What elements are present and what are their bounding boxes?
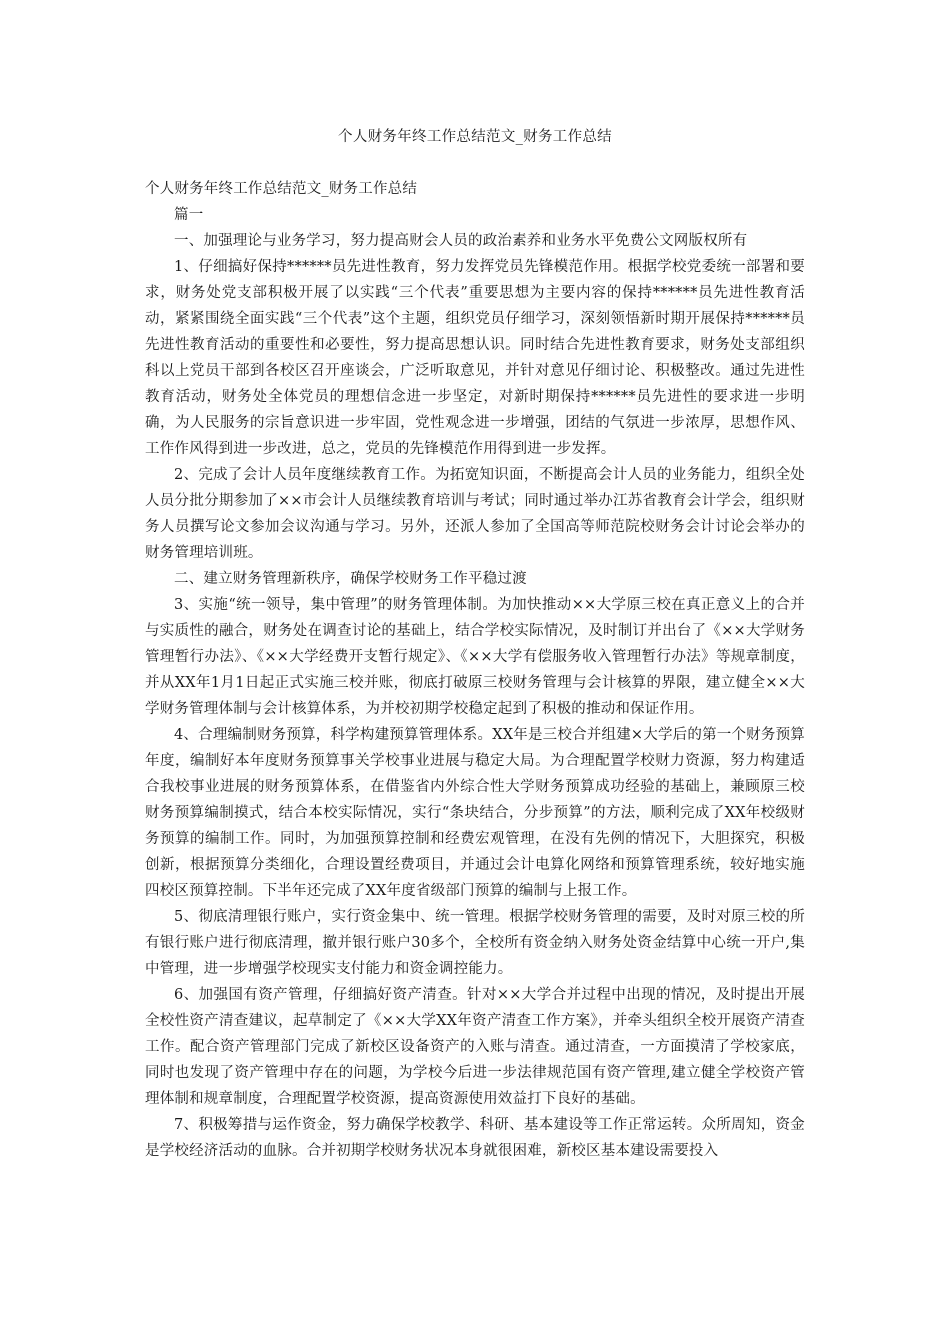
section-heading: 一、加强理论与业务学习，努力提高财会人员的政治素养和业务水平免费公文网版权所有 <box>174 233 748 249</box>
section-heading: 二、建立财务管理新秩序，确保学校财务工作平稳过渡 <box>174 571 527 587</box>
document-title: 个人财务年终工作总结范文_财务工作总结 <box>338 129 612 145</box>
paragraph: 4、合理编制财务预算，科学构建预算管理体系。XX年是三校合并组建×大学后的第一个财务预算年度，编制好本年度财务预算事关学校事业进展与稳定大局。为合理配置学校财力资源，努力构建适合我校事业进展的财务预算体系，在借鉴省内外综合性大学财务预算成功经验的基础上，兼顾原三校财务预算编制摸式，结合本校实际情况，实行“条块结合，分步预算”的方法，顺利完成了XX年校级财务预算的编制工作。同时，为加强预算控制和经费宏观管理，在没有先例的情况下，大胆探究，积极创新，根据预算分类细化，合理设置经费项目，并通过会计电算化网络和预算管理系统，较好地实施四校区预算控制。下半年还完成了XX年度省级部门预算的编制与上报工作。 <box>145 727 805 899</box>
part-label: 篇一 <box>174 207 204 223</box>
paragraph: 3、实施“统一领导，集中管理”的财务管理体制。为加快推动××大学原三校在真正意义上的合并与实质性的融合，财务处在调查讨论的基础上，结合学校实际情况，及时制订并出台了《××大学财务管理暂行办法》、《××大学经费开支暂行规定》、《××大学有偿服务收入管理暂行办法》等规章制度，并从XX年1月1日起正式实施三校并账，彻底打破原三校财务管理与会计核算的界限，建立健全××大学财务管理体制与会计核算体系，为并校初期学校稳定起到了积极的推动和保证作用。 <box>145 597 805 717</box>
paragraph: 1、仔细搞好保持******员先进性教育，努力发挥党员先锋模范作用。根据学校党委统一部署和要求，财务处党支部积极开展了以实践“三个代表”重要思想为主要内容的保持******员先进性教育活动，紧紧围绕全面实践“三个代表”这个主题，组织党员仔细学习，深刻领悟新时期开展保持******员先进性教育活动的重要性和必要性，努力提高思想认识。同时结合先进性教育要求，财务处支部组织科以上党员干部到各校区召开座谈会，广泛听取意见，并针对意见仔细讨论、积极整改。通过先进性教育活动，财务处全体党员的理想信念进一步坚定，对新时期保持******员先进性的要求进一步明确，为人民服务的宗旨意识进一步牢固，党性观念进一步增强，团结的气氛进一步浓厚，思想作风、工作作风得到进一步改进，总之，党员的先锋模范作用得到进一步发挥。 <box>145 259 805 457</box>
paragraph: 5、彻底清理银行账户，实行资金集中、统一管理。根据学校财务管理的需要，及时对原三校的所有银行账户进行彻底清理，撤并银行账户30多个，全校所有资金纳入财务处资金结算中心统一开户,集中管理，进一步增强学校现实支付能力和资金调控能力。 <box>145 909 805 977</box>
paragraph: 6、加强国有资产管理，仔细搞好资产清查。针对××大学合并过程中出现的情况，及时提出开展全校性资产清查建议，起草制定了《××大学XX年资产清查工作方案》，并牵头组织全校开展资产清查工作。配合资产管理部门完成了新校区设备资产的入账与清查。通过清查，一方面摸清了学校家底，同时也发现了资产管理中存在的问题，为学校今后进一步法律规范国有资产管理,建立健全学校资产管理体制和规章制度，合理配置学校资源，提高资源使用效益打下良好的基础。 <box>145 987 805 1107</box>
document-body <box>145 176 805 1164</box>
paragraph: 2、完成了会计人员年度继续教育工作。为拓宽知识面，不断提高会计人员的业务能力，组织全处人员分批分期参加了××市会计人员继续教育培训与考试；同时通过举办江苏省教育会计学会，组织财务人员撰写论文参加会议沟通与学习。另外，还派人参加了全国高等师范院校财务会计讨论会举办的财务管理培训班。 <box>145 467 805 561</box>
document-subtitle: 个人财务年终工作总结范文_财务工作总结 <box>145 181 418 197</box>
paragraph: 7、积极筹措与运作资金，努力确保学校教学、科研、基本建设等工作正常运转。众所周知，资金是学校经济活动的血脉。合并初期学校财务状况本身就很困难，新校区基本建设需要投入 <box>145 1117 805 1159</box>
